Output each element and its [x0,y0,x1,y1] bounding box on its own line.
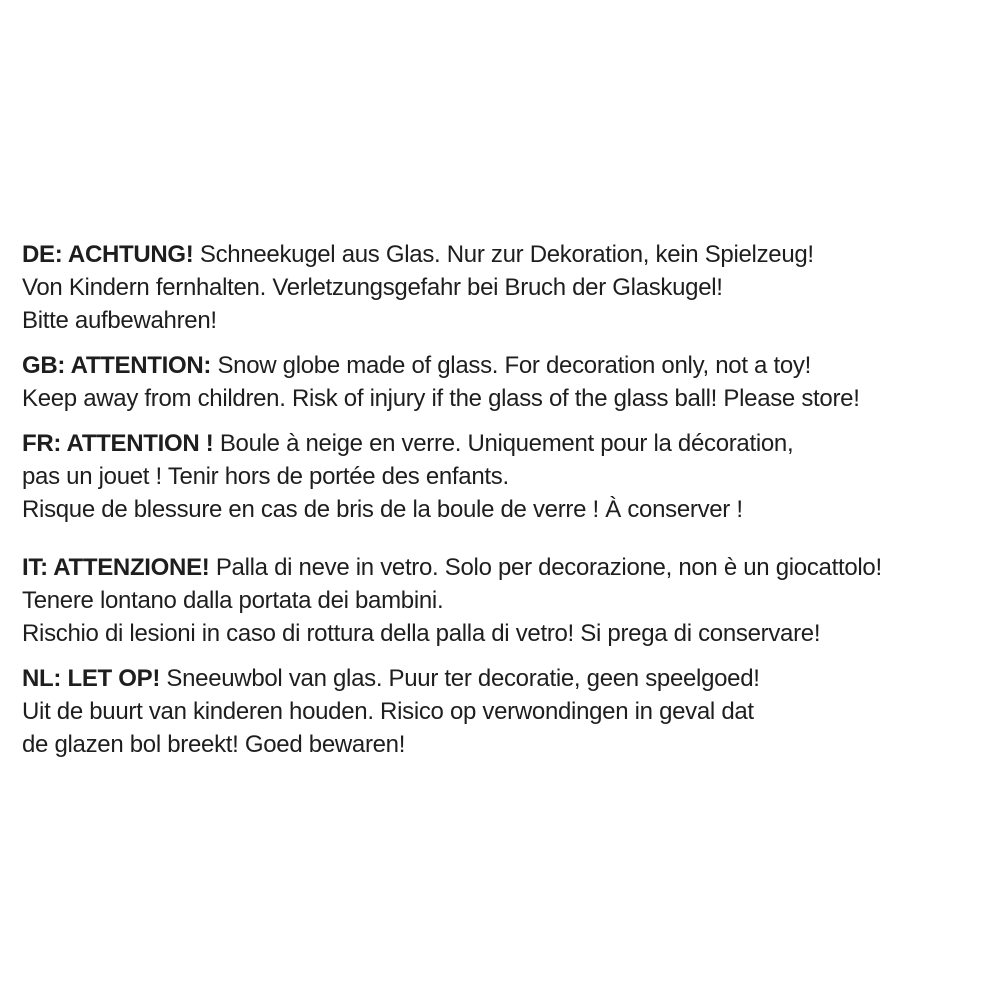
warning-nl-heading: NL: LET OP! [22,665,161,692]
warning-nl-line1-text: Sneeuwbol van glas. Puur ter decoratie, geen speelgoed! [160,665,760,692]
warning-nl-line3: de glazen bol breekt! Goed bewaren! [22,731,406,758]
warning-de-line1 [22,238,982,271]
warning-gb-line1 [22,349,982,382]
warning-it-line1 [22,551,982,584]
warning-fr-heading: FR: ATTENTION ! [22,430,214,457]
warning-de-line2: Von Kindern fernhalten. Verletzungsgefahr bei Bruch der Glaskugel! [22,274,723,301]
warning-gb [22,349,982,415]
warning-de [22,238,982,337]
warning-nl-line2: Uit de buurt van kinderen houden. Risico op verwondingen in geval dat [22,698,754,725]
warning-fr-line1 [22,427,982,460]
warning-it-line2: Tenere lontano dalla portata dei bambini. [22,587,444,614]
warning-fr-line1-text: Boule à neige en verre. Uniquement pour la décoration, [213,430,794,457]
warning-nl [22,662,982,761]
warning-de-line3: Bitte aufbewahren! [22,307,217,334]
warning-fr [22,427,982,526]
warning-fr-line3: Risque de blessure en cas de bris de la boule de verre ! À conserver ! [22,496,743,523]
warning-gb-heading: GB: ATTENTION: [22,352,212,379]
warning-it-line1-text: Palla di neve in vetro. Solo per decorazione, non è un giocattolo! [209,554,882,581]
warning-gb-line2: Keep away from children. Risk of injury if the glass of the glass ball! Please store! [22,385,860,412]
warning-text-sheet [22,238,982,773]
warning-it [22,551,982,650]
warning-it-line3: Rischio di lesioni in caso di rottura della palla di vetro! Si prega di conservare! [22,620,821,647]
warning-fr-line2: pas un jouet ! Tenir hors de portée des enfants. [22,463,509,490]
warning-de-heading: DE: ACHTUNG! [22,241,194,268]
warning-it-heading: IT: ATTENZIONE! [22,554,210,581]
warning-de-line1-text: Schneekugel aus Glas. Nur zur Dekoration, kein Spielzeug! [193,241,814,268]
warning-nl-line1 [22,662,982,695]
warning-gb-line1-text: Snow globe made of glass. For decoration only, not a toy! [211,352,811,379]
